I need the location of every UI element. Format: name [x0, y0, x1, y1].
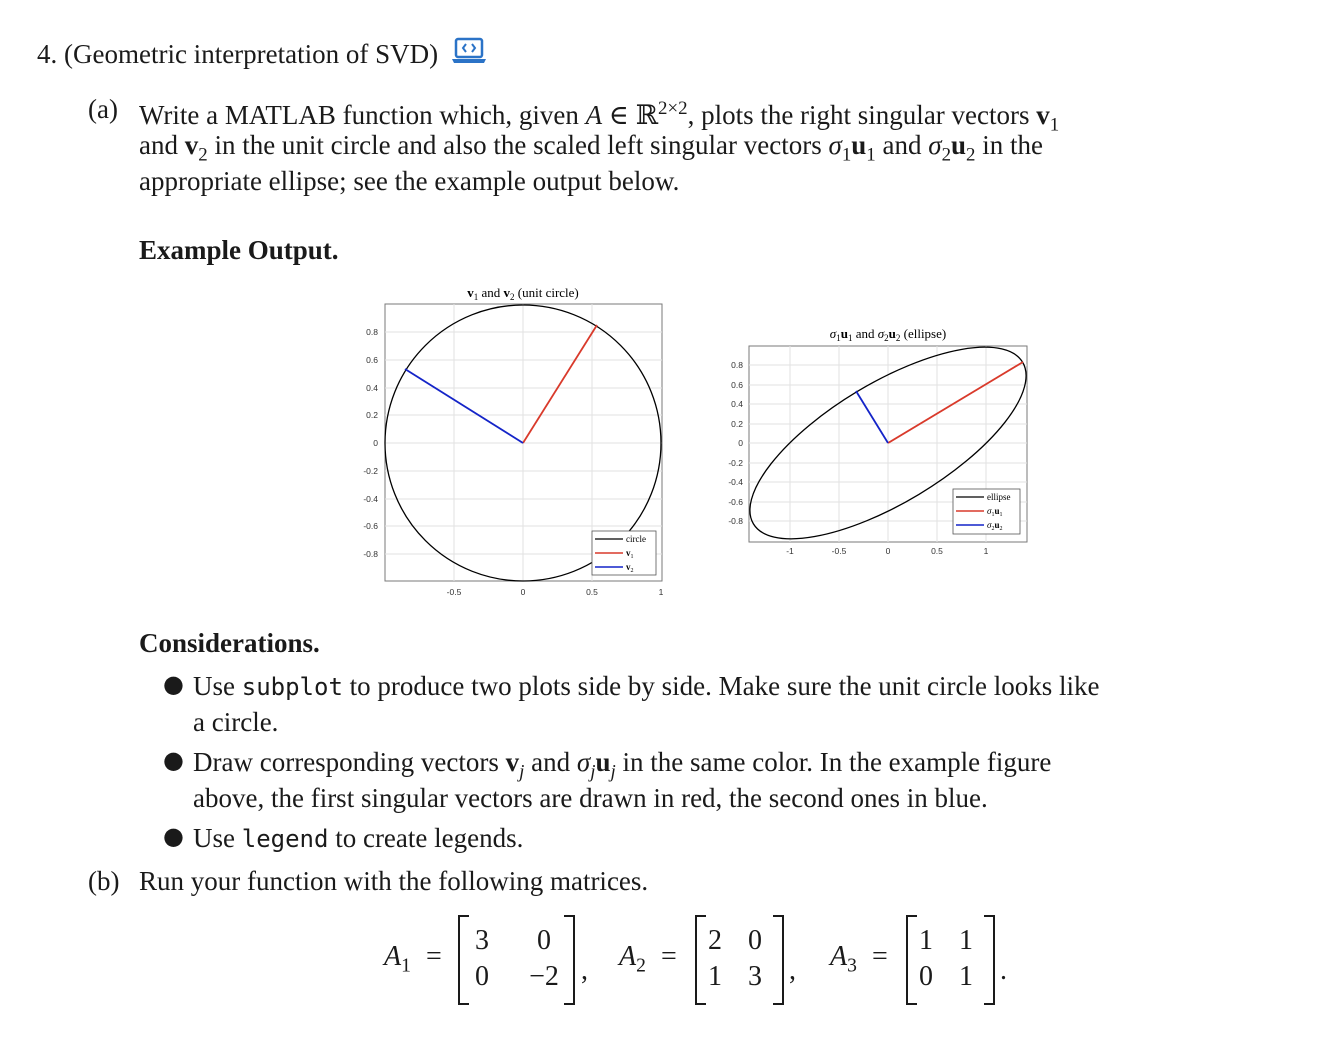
matrix-a2-cell: 1 — [708, 961, 722, 992]
plot1-legend — [592, 531, 656, 575]
part-b-text: Run your function with the following matrices. — [139, 866, 649, 896]
plot2-ytick: 0.6 — [731, 380, 743, 390]
part-b-label: (b) — [88, 866, 120, 896]
plot1-yticks — [363, 327, 378, 559]
plot-unit-circle — [355, 282, 675, 602]
part-a-line3: appropriate ellipse; see the example output below. — [139, 166, 680, 196]
plot1-ytick: 0 — [373, 438, 378, 448]
plot1-ytick: 0.2 — [366, 410, 378, 420]
subplot-code: subplot — [241, 673, 343, 701]
legend-sigma1-u1-label: $\sigma_1u_1$ — [987, 506, 1003, 518]
plot2-yticks — [728, 360, 743, 526]
problem-number: 4. — [37, 39, 58, 69]
plot1-xtick: 1 — [658, 587, 664, 597]
plot2-ytick: -0.2 — [728, 458, 743, 468]
matrix-a1-cell: 0 — [475, 961, 489, 992]
legend-code: legend — [241, 825, 329, 853]
plot1-xtick: 0 — [520, 587, 526, 597]
legend-ellipse-label: ellipse — [987, 492, 1011, 502]
bullet-2-line1: Draw corresponding vectors $v_j$ and $\sigma_ju_j$ in the same color. In the example figure — [193, 747, 1052, 783]
plot2-xtick: 1 — [983, 546, 989, 556]
plot2-ytick: 0.4 — [731, 399, 743, 409]
problem-title: (Geometric interpretation of SVD) — [64, 39, 439, 69]
bullet-1-line1: Use subplot to produce two plots side by side. Make sure the unit circle looks like — [193, 671, 1100, 701]
matrix-a1-cell: 0 — [537, 925, 551, 956]
part-a-line2: and $v_2$ in the unit circle and also the scaled left singular vectors $\sigma_1u_1$ and $\sigma_2u_2$ in the — [139, 130, 1043, 166]
plot2-xticks — [786, 546, 988, 556]
matrix-a3-cell: 1 — [959, 925, 973, 956]
plot2-ytick: 0.2 — [731, 419, 743, 429]
plot2-xtick: 0 — [885, 546, 891, 556]
legend-sigma2-u2-label: $\sigma_2u_2$ — [987, 520, 1003, 532]
example-output-heading: Example Output. — [139, 235, 339, 265]
plot2-title: $\sigma_1u_1$ and $\sigma_2u_2$ (ellipse) — [829, 326, 947, 343]
plot2-xtick: -1 — [786, 546, 794, 556]
matrix-a1-cell: 3 — [475, 925, 489, 956]
problem-heading — [37, 37, 487, 74]
plot2-ytick: 0 — [738, 438, 743, 448]
matrix-a2: $A_2$ = 2 0 1 3 , — [619, 913, 809, 1005]
plot1-ytick: -0.8 — [363, 549, 378, 559]
plot1-ytick: 0.4 — [366, 383, 378, 393]
bullet-1-line2: a circle. — [193, 707, 279, 737]
bullet-marker: ● — [163, 670, 184, 698]
plot1-ytick: 0.8 — [366, 327, 378, 337]
legend-v1-label: $v_1$ — [626, 548, 634, 560]
matrix-a3-cell: 0 — [919, 961, 933, 992]
part-a-label: (a) — [88, 94, 118, 124]
plot2-ytick: -0.4 — [728, 477, 743, 487]
matrix-a1: $A_1$ = 3 0 0 −2 , — [384, 913, 594, 1005]
plot2-ytick: -0.6 — [728, 497, 743, 507]
plot2-ytick: 0.8 — [731, 360, 743, 370]
considerations-heading: Considerations. — [139, 628, 320, 658]
plot1-ytick: -0.6 — [363, 521, 378, 531]
plot2-xtick: 0.5 — [931, 546, 943, 556]
matrix-a2-cell: 0 — [748, 925, 762, 956]
matrix-a3-cell: 1 — [959, 961, 973, 992]
plot1-xtick: -0.5 — [446, 587, 462, 597]
matrix-a3-cell: 1 — [919, 925, 933, 956]
plot1-title: $v_1$ and $v_2$ (unit circle) — [467, 285, 579, 302]
plot-ellipse — [722, 322, 1042, 562]
part-a-line1: Write a MATLAB function which, given A ∈ ℝ$^{2\times 2}$, plots the right singular vectors $v_1$ — [139, 98, 1060, 136]
legend-v2-label: $v_2$ — [626, 562, 634, 574]
laptop-code-icon[interactable] — [451, 37, 487, 74]
plot1-xticks — [447, 587, 664, 597]
bullet-marker: ● — [163, 822, 184, 850]
plot2-ytick: -0.8 — [728, 516, 743, 526]
plot1-xtick: 0.5 — [586, 587, 598, 597]
matrix-a2-cell: 2 — [708, 925, 722, 956]
bullet-2-line2: above, the first singular vectors are drawn in red, the second ones in blue. — [193, 783, 988, 813]
plot2-legend — [953, 489, 1020, 534]
plot1-ytick: -0.2 — [363, 466, 378, 476]
matrix-a2-cell: 3 — [748, 961, 762, 992]
plot2-xtick: -0.5 — [831, 546, 847, 556]
bullet-3-line1: Use legend to create legends. — [193, 823, 524, 853]
matrix-a3: $A_3$ = 1 1 0 1 . — [830, 913, 1020, 1005]
plot1-ytick: -0.4 — [363, 494, 378, 504]
matrix-a1-cell: −2 — [529, 961, 559, 992]
bullet-marker: ● — [163, 746, 184, 774]
legend-circle-label: circle — [626, 534, 646, 544]
plot1-ytick: 0.6 — [366, 355, 378, 365]
